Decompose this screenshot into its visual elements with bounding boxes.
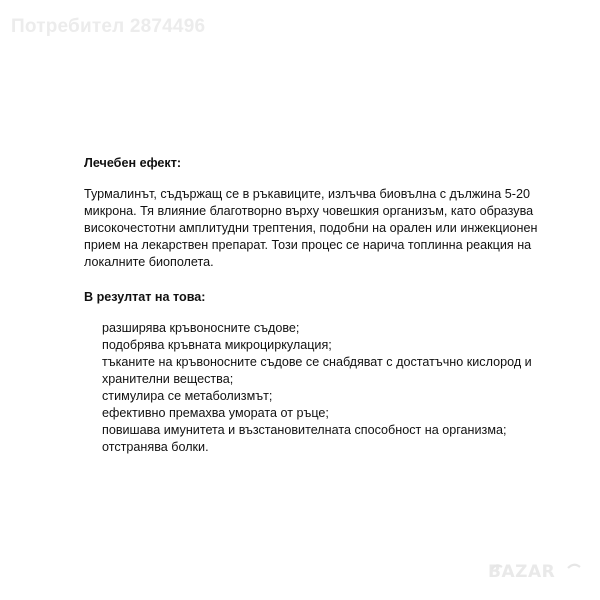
section-heading: Лечебен ефект: — [84, 156, 182, 170]
logo-text: BAZAR — [488, 562, 556, 582]
list-item-line: разширява кръвоносните съдове; — [102, 321, 300, 335]
benefits-list — [84, 320, 532, 456]
list-item — [102, 439, 524, 456]
list-item-line: повишава имунитета и възстановителната способност на организма; — [102, 423, 507, 437]
list-item — [102, 422, 524, 439]
paragraph-line: микрона. Тя влияние благотворно върху човешкия организъм, като образува — [84, 204, 534, 218]
list-item — [102, 337, 524, 354]
document-body — [84, 155, 538, 456]
list-item-line: хранителни вещества; — [102, 372, 234, 386]
list-item — [102, 354, 532, 388]
list-item — [102, 405, 524, 422]
logo-graphic — [488, 561, 596, 591]
list-item-line: ефективно премахва умората от ръце; — [102, 406, 329, 420]
list-item-line: тъканите на кръвоносните съдове се снабдяват с достатъчно кислород и — [102, 355, 532, 369]
list-item-line: отстранява болки. — [102, 440, 209, 454]
results-heading: В резултат на това: — [84, 290, 206, 304]
paragraph-line: прием на лекарствен препарат. Този процес се нарича топлинна реакция на — [84, 238, 532, 252]
list-item — [102, 388, 524, 405]
description-paragraph — [84, 186, 538, 271]
paragraph-line: локалните биополета. — [84, 255, 214, 269]
user-watermark: Потребител 2874496 — [11, 16, 206, 37]
bazar-logo — [488, 561, 555, 583]
list-item-line: стимулира се метаболизмът; — [102, 389, 273, 403]
paragraph-line: високочестотни амплитудни трептения, подобни на орален или инжекционен — [84, 221, 538, 235]
list-item — [102, 320, 524, 337]
list-item-line: подобрява кръвната микроциркулация; — [102, 338, 332, 352]
paragraph-line: Турмалинът, съдържащ се в ръкавиците, излъчва биовълна с дължина 5-20 — [84, 187, 530, 201]
